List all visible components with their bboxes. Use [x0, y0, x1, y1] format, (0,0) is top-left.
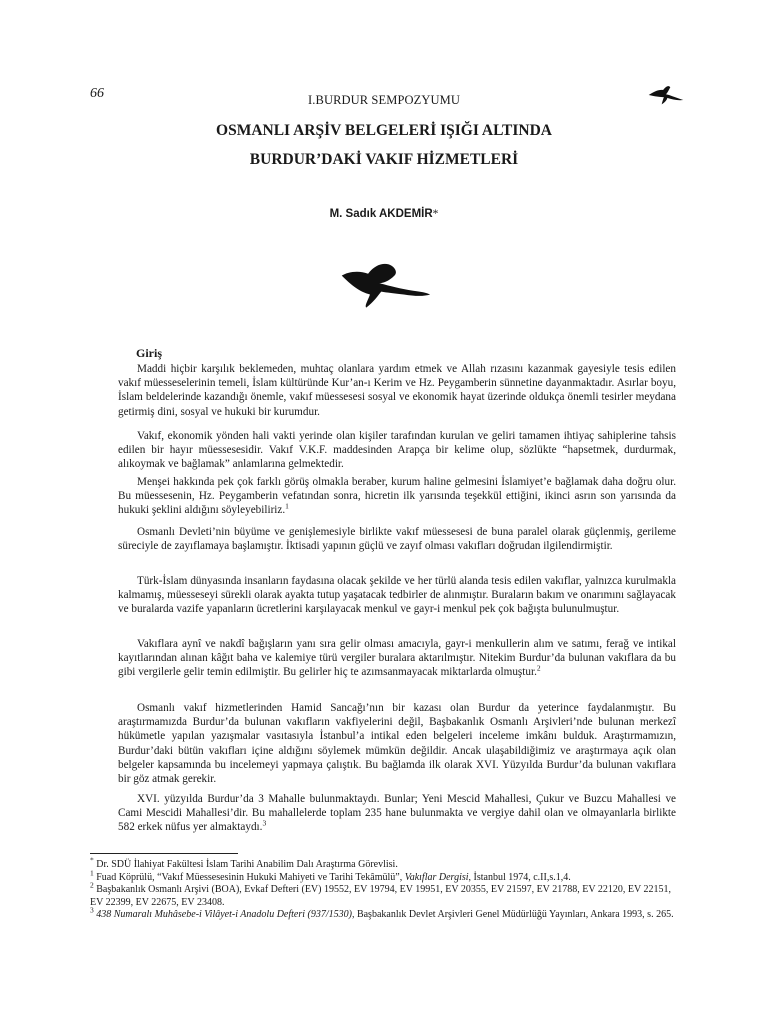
footnote-text: Başbakanlık Osmanlı Arşivi (BOA), Evkaf Defteri (EV) 19552, EV 19794, EV 19951, EV 20355, EV 21597, EV 21788, EV 22120, EV 22151, EV 22399, EV 22675, EV 23408. — [90, 884, 672, 908]
footnote-separator — [90, 853, 238, 854]
paragraph-4 — [118, 525, 676, 553]
paragraph-text: Osmanlı Devleti’nin büyüme ve genişlemesiyle birlikte vakıf müessesesi de buna paralel olarak güçlenmiş, gerileme süreciyle de zayıflamaya başlamıştır. İktisadi yapının güçlü ve zayıf olması vakıfları doğrudan ilgilendirmiştir. — [118, 526, 676, 553]
footnote-ref: 3 — [262, 818, 267, 828]
paragraph-text: Osmanlı vakıf hizmetlerinden Hamid Sancağı’nın bir kazası olan Burdur da yeterince faydalanmıştır. Bu araştırmamızda Burdur’da bulunan vakıfların vakfiyelerini değil, Başbakanlık Osmanlı Arşivleri’nde bulunan merkezî hükümetle yapılan yazışmalar vasıtasıyla İstanbul’a intikal eden belgeleri inceleme imkânı bulduk. Araştırmamızın, Burdur’daki bütün vakıfları içine aldığını söylemek mümkün değildir. Ancak ulaşabildiğimiz ve araştırmaya açık olan belgeler kapsamında bu incelemeyi yapmaya çalıştık. Bu bağlamda ilk olarak XVI. Yüzyılda Burdur’da bulunan vakıflara bir göz atmak gerekir. — [118, 702, 676, 786]
paragraph-text: Türk-İslam dünyasında insanların faydasına olacak şekilde ve her türlü alanda tesis edilen vakıflar, yalnızca kurulmakla kalmamış, müesseseyi sürekli olarak ayakta tutup yaşatacak tedbirler de alınmıştır. Buraların bakım ve onarımını sağlayacak ve buralarda vazife yapanların ücretlerini karşılayacak menkul ve gayr-i menkul pek çok bağışta bulunulmuştur. — [118, 575, 676, 616]
footnote-mark: 1 — [90, 868, 94, 878]
footnote-ref: 2 — [536, 663, 541, 673]
paragraph-text: Maddi hiçbir karşılık beklemeden, muhtaç olanlara yardım etmek ve Allah rızasını kazanmak gayesiyle tesis edilen vakıf müesseselerinin temeli, İslam kültüründe Kur’an-ı Kerim ve Hz. Peygamberin sünnetine dayanmaktadır. Asırlar boyu, İslam beldelerinde kazandığı önemle, vakıf müessesesi sosyal ve ekonomik hayat üzerinde oldukça önemli tesirler meydana getirmiş dini, sosyal ve hukuki bir kurumdur. — [118, 363, 676, 418]
paragraph-1 — [118, 362, 676, 419]
footnotes — [90, 855, 675, 922]
footnote — [90, 880, 675, 909]
paragraph-3 — [118, 475, 676, 518]
paragraph-text: Vakıf, ekonomik yönden hali vakti yerinde olan kişiler tarafından kurulan ve geliri tamamen ihtiyaç sahiplerine tahsis edilen bir hayır müessesesidir. Vakıf V.K.F. maddesinden Arapça bir kelime olup, sözlükte “hapsetmek, durdurmak, alıkoymak ve bağlamak” anlamlarına gelmektedir. — [118, 430, 676, 471]
crane-bird-icon — [648, 84, 684, 106]
paragraph-text: XVI. yüzyılda Burdur’da 3 Mahalle bulunmaktaydı. Bunlar; Yeni Mescid Mahallesi, Çukur ve Buzcu Mahallesi ve Cami Mescidi Mahallesi’dir. Bu mahallelerde toplam 235 hane bulunmakta ve vergiye dahil olan ve olmayanlarla birlikte 582 erkek nüfus yer almaktaydı. — [118, 793, 676, 834]
page-number: 66 — [90, 86, 104, 101]
footnote-mark: * — [90, 855, 94, 865]
footnote-mark: 3 — [90, 906, 94, 916]
crane-bird-logo — [338, 262, 432, 310]
author-byline — [0, 208, 768, 220]
paragraph-text: Menşei hakkında pek çok farklı görüş olmakla beraber, kurum haline gelmesini İslamiyet’e bağlamak daha doğru olur. Bu müessesenin, Hz. Peygamberin vefatından sonra, hicretin ilk yarısında teşekkül ettiğini, ikinci asrın son yarısında da hukuki şeklini aldığını söyleyebiliriz. — [118, 476, 676, 517]
author-name: M. Sadık AKDEMİR — [329, 208, 433, 220]
paragraph-8 — [118, 792, 676, 835]
footnote-ref: 1 — [285, 501, 289, 511]
footnote — [90, 855, 675, 872]
paragraph-5 — [118, 574, 676, 617]
paragraph-2 — [118, 429, 676, 472]
paper-title-line-2: BURDUR’DAKİ VAKIF HİZMETLERİ — [249, 151, 519, 168]
paragraph-6 — [118, 637, 676, 680]
footnote-text: Dr. SDÜ İlahiyat Fakültesi İslam Tarihi Anabilim Dalı Araştırma Görevlisi. — [96, 859, 398, 870]
paper-title-line-1: OSMANLI ARŞİV BELGELERİ IŞIĞI ALTINDA — [216, 122, 552, 139]
footnote-text: Başbakanlık Devlet Arşivleri Genel Müdürlüğü Yayınları, Ankara 1993, s. 265. — [354, 909, 674, 921]
paragraph-text: Vakıflara aynî ve nakdî bağışların yanı sıra gelir olması amacıyla, gayr-i menkullerin alım ve satımı, ferağ ve intikal kayıtlarından alınan kâğıt baha ve kalemiye türü vergiler buralara aktarılmıştır. Nitekim Burdur’da bulunan vakıflara da bu gibi vergilerle gelir temin edilmiştir. Bu gelirler hiç te azımsanmayacak miktarlarda olmuştur. — [118, 638, 676, 679]
author-footnote-mark: * — [432, 208, 439, 220]
footnote-text-italic: 438 Numaralı Muhâsebe-i Vilâyet-i Anadolu Defteri (937/1530), — [96, 909, 355, 921]
footnote-text: Fuad Köprülü, “Vakıf Müessesesinin Hukuki Mahiyeti ve Tarihi Tekâmülü”, — [96, 871, 405, 883]
footnote — [90, 906, 675, 922]
footnote-text-italic: Vakıflar Dergisi — [404, 871, 469, 883]
section-heading: Giriş — [136, 346, 162, 360]
running-head: I.BURDUR SEMPOZYUMU — [308, 93, 460, 107]
paragraph-7 — [118, 701, 676, 786]
footnote — [90, 868, 675, 885]
footnote-text: , İstanbul 1974, c.II,s.1,4. — [468, 871, 571, 883]
footnote-mark: 2 — [90, 880, 94, 890]
